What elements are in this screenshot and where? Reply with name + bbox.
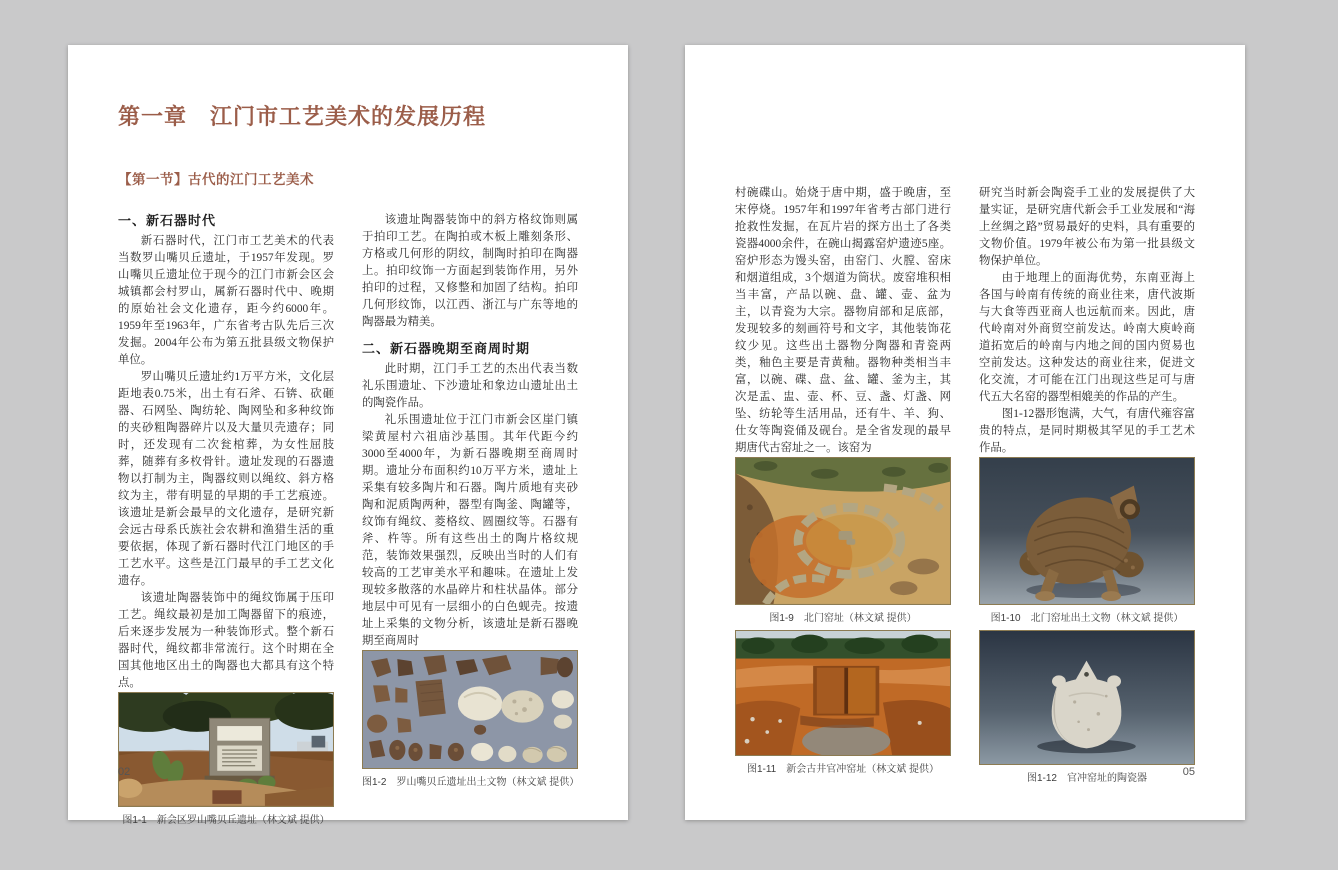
subsection-heading-neolithic: 一、新石器时代 [118,213,217,228]
figure-1-11 [735,630,951,776]
subsection-heading-late-neolithic: 二、新石器晚期至商周时期 [362,341,531,356]
figure-1-9-caption: 图1-9 北门窑址（林文斌 提供） [769,612,917,624]
body-paragraph: 礼乐围遗址位于江门市新会区崖门镇梁黄屋村六祖庙沙基围。其年代距今约3000至4000年，为新石器晚期至商周时期。遗址分布面积约10万平方米，遗址上采集有较多陶片和石器。陶片质地有夹砂陶和泥质陶两种，器型有陶釜、陶罐等，纹饰有绳纹、菱格纹、圆圈纹等。石器有斧、杵等。所有这些出土的陶片格纹规范，装饰效果强烈，反映出当时的人们有较高的工艺审美水平和趣味。在遗址上发现较多散落的水晶碎片和柱状晶体。部分地层中可见有一层细小的白色蚬壳。按遗址上采集的文物分析，该遗址是新石器晚期至商周时 [362,414,578,647]
left-page-column-2 [362,212,580,789]
monument-landscape-illustration [119,693,333,806]
body-paragraph: 图1-12器形饱满，大气，有唐代雍容富贵的特点，是同时期极其罕见的手工艺术作品。 [979,408,1195,454]
figure-1-10-caption: 图1-10 北门窑址出土文物（林文斌 提供） [990,612,1184,624]
section-heading: 【第一节】古代的江门工艺美术 [118,172,314,187]
kiln-excavation-illustration [736,458,950,604]
page-number-right: 05 [1182,766,1195,778]
body-paragraph: 此时期，江门手工艺的杰出代表当数礼乐围遗址、下沙遗址和象边山遗址出土的陶瓷作品。 [362,363,578,409]
figure-1-1-photo-shell-mound-site [118,692,334,807]
book-page-right [685,45,1245,820]
figure-1-12-caption: 图1-12 官冲窑址的陶瓷器 [1026,773,1147,785]
body-paragraph: 新石器时代，江门市工艺美术的代表当数罗山嘴贝丘遗址，于1957年发现。罗山嘴贝丘遗址位于现今的江门市新会区会城镇都会村罗山，属新石器时代中、晚期的原始社会文化遗存，距今约6000年。1959年至1963年，广东省考古队先后三次发掘。2004年公布为第五批县级文物保护单位。 [118,235,334,366]
figure-1-1-caption: 图1-1 新会区罗山嘴贝丘遗址（林文斌 提供） [122,814,330,826]
body-paragraph: 该遗址陶器装饰中的绳纹饰属于压印工艺。绳纹最初是加工陶器留下的痕迹，后来逐步发展为一种装饰形式。整个新石器时代，绳纹都非常流行。这个时期在全国其他地区出土的陶器也大都具有这个特点。 [118,592,334,689]
figure-1-12 [979,630,1195,785]
body-paragraph: 村碗碟山。始烧于唐中期，盛于晚唐，至宋停烧。1957年和1997年省考古部门进行抢救性发掘，在瓦片岩的探方出土了各类瓷器4000余件，在碗山揭露窑炉遗迹5座。窑炉形态为馒头窑，由窑门、火膛、窑床和烟道组成，3个烟道为筒状。废窑堆积相当丰富，产品以碗、盘、罐、壶、盆为主，以青瓷为大宗。器物肩部和足底部，发现较多的刻画符号和文字，其他装饰花纹少见。这些出土器物分陶器和青瓷两类，釉色主要是青黄釉。器物种类相当丰富，以碗、碟、盘、盆、罐、釜为主，其次是盂、盅、壶、杯、豆、盏、灯盏、网坠、纺轮等生活用品，还有牛、羊、狗、仕女等陶瓷俑及砚台。是全省发现的最早期唐代古窑址之一。该窑为 [735,187,951,454]
figure-1-2 [362,650,578,789]
chapter-title: 第一章 江门市工艺美术的发展历程 [118,104,487,129]
figure-1-1 [118,692,334,827]
artifacts-illustration [363,651,577,768]
ceramic-tripod-vessel-illustration [980,458,1194,604]
figure-1-2-photo-unearthed-relics [362,650,578,769]
body-paragraph: 由于地理上的面海优势，东南亚海上各国与岭南有传统的商业往来，唐代波斯与大食等西亚商人也远航而来。因此，唐代岭南对外商贸空前发达。岭南大庾岭商道拓宽后的岭南与内地之间的国内贸易也空前发达。这种发达的商业往来，促进文化交流，才可能在江门出现这些足可与唐代五大名窑的器型相媲美的作品的产生。 [979,272,1195,403]
figure-1-9-photo-kiln-site [735,457,951,605]
body-paragraph: 该遗址陶器装饰中的斜方格纹饰则属于拍印工艺。在陶拍或木板上雕刻条形、方格或几何形的阴纹，制陶时拍印在陶器上。拍印纹饰一方面起到装饰作用，另外拍印的过程，又修整和加固了结构。拍印几何形纹饰，以江西、浙江与广东等地的陶器最为精美。 [362,214,578,328]
figure-1-12-photo-ceramic-jar [979,630,1195,765]
body-paragraph: 罗山嘴贝丘遗址约1万平方米，文化层距地表0.75米，出土有石斧、石锛、砍砸器、石网坠、陶纺轮、陶网坠和多种纹饰的夹砂粗陶器碎片以及大量贝壳遗存；同时，还发现有二次瓮棺葬，为女性屈肢葬，随葬有多枚骨针。遗址发现的石器遗物以打制为主，陶器纹则以绳纹、斜方格纹为主，带有明显的早期的手工艺痕迹。该遗址是新会最早的文化遗存，是研究新会远古母系氏族社会农耕和渔猎生活的重要依据，体现了新石器时代江门地区的手工艺水平。这些是江门最早的手工艺文化遗存。 [118,371,334,587]
right-page-column-1 [735,185,951,775]
figure-1-10-photo-unearthed-vessel [979,457,1195,605]
figure-1-10 [979,457,1195,625]
body-paragraph: 研究当时新会陶瓷手工业的发展提供了大量实证，是研究唐代新会手工业发展和“海上丝绸之路”贸易最好的史料，具有重要的文物价值。1979年被公布为第一批县级文物保护单位。 [979,187,1195,267]
figure-1-2-caption: 图1-2 罗山嘴贝丘遗址出土文物（林文斌 提供） [362,777,580,789]
kiln-site-excavation-illustration [736,631,950,755]
figure-1-9 [735,457,951,625]
ceramic-jar-illustration [980,631,1194,764]
book-page-left [68,45,628,826]
figure-1-11-caption: 图1-11 新会古井官冲窑址（林文斌 提供） [746,763,940,775]
figure-1-11-photo-guanchong-kiln-site [735,630,951,756]
page-number-left: 02 [118,766,131,778]
